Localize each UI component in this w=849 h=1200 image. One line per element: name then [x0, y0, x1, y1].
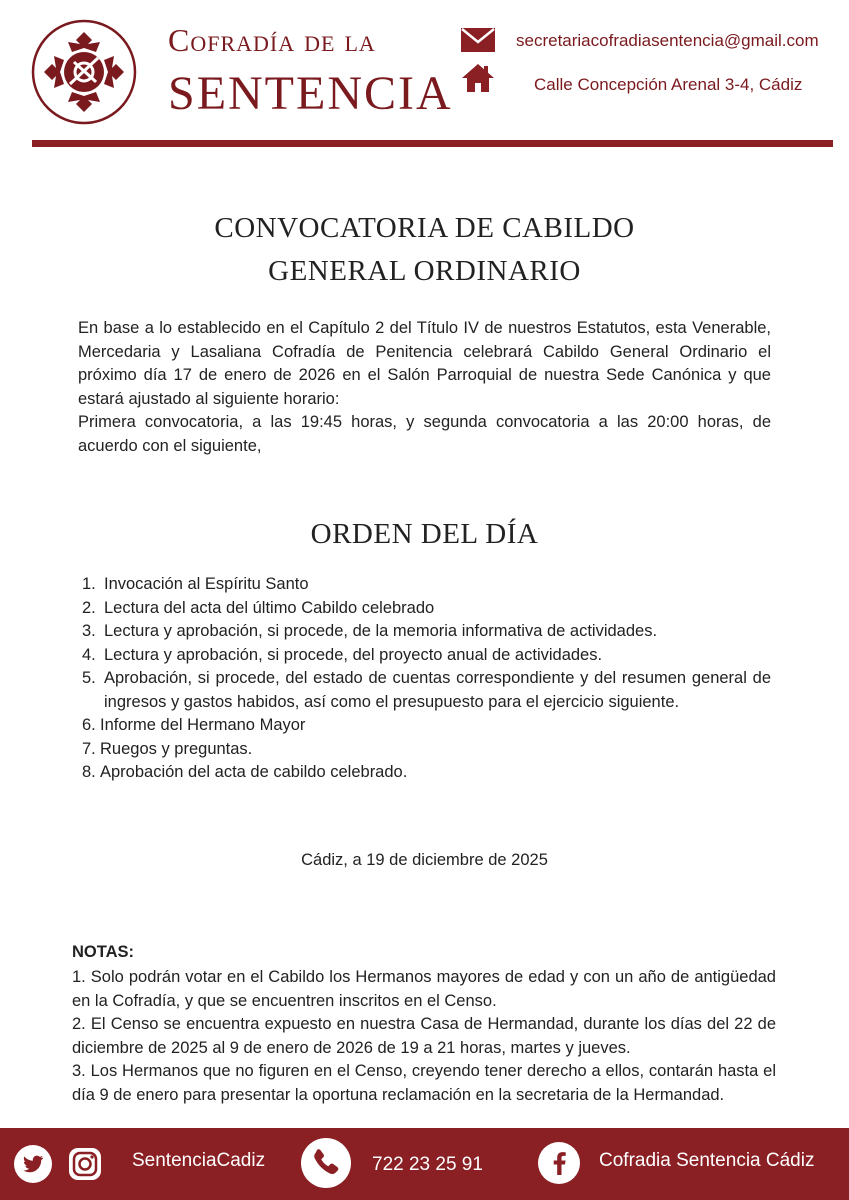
- page-title-line1: CONVOCATORIA DE CABILDO: [214, 212, 635, 244]
- agenda-number: 8.: [82, 763, 96, 781]
- agenda-item: [78, 597, 771, 621]
- brand-main: SENTENCIA: [168, 67, 453, 120]
- note-item: 2. El Censo se encuentra expuesto en nuestra Casa de Hermandad, durante los días del 22 de diciembre de 2025 al 9 de enero de 2026 de 19 a 21 horas, martes y jueves.: [72, 1015, 776, 1057]
- agenda-text: Aprobación del acta de cabildo celebrado.: [100, 763, 408, 781]
- home-icon: [460, 62, 496, 94]
- instagram-icon[interactable]: [66, 1145, 104, 1183]
- notes-title: NOTAS:: [72, 943, 135, 961]
- agenda-number: 3.: [82, 622, 96, 640]
- notes-list: [72, 966, 776, 1107]
- brand-top: Cofradía de la: [168, 22, 376, 58]
- agenda-text: Lectura y aprobación, si procede, del proyecto anual de actividades.: [104, 645, 603, 664]
- intro-paragraph-1: En base a lo establecido en el Capítulo 2 del Título IV de nuestros Estatutos, esta Venerable, Mercedaria y Lasaliana Cofradía de Penitencia celebrará Cabildo General Ordinario el próximo día 17 de enero de 2026 en el Salón Parroquial de nuestra Sede Canónica y que estará ajustado al siguiente horario:: [78, 319, 771, 408]
- mail-icon: [460, 24, 496, 56]
- agenda-item: [78, 573, 771, 597]
- agenda-item: [78, 738, 771, 762]
- phone-icon[interactable]: [300, 1137, 352, 1189]
- agenda-title: ORDEN DEL DÍA: [310, 518, 539, 550]
- agenda-item: [78, 667, 771, 714]
- agenda-item: [78, 761, 771, 785]
- note-item: 1. Solo podrán votar en el Cabildo los Hermanos mayores de edad y con un año de antigüedad en la Cofradía, y que se encuentren inscritos en el Censo.: [72, 968, 776, 1010]
- social-handle[interactable]: SentenciaCadiz: [132, 1150, 266, 1171]
- agenda-number: 1.: [82, 575, 96, 593]
- agenda-text: Lectura y aprobación, si procede, de la memoria informativa de actividades.: [104, 622, 658, 640]
- agenda-item: [78, 644, 771, 668]
- intro-text: [78, 317, 771, 458]
- address-text: Calle Concepción Arenal 3-4, Cádiz: [534, 75, 803, 94]
- facebook-page[interactable]: Cofradia Sentencia Cádiz: [599, 1150, 815, 1171]
- footer-bar: [0, 1128, 849, 1200]
- agenda-text: Aprobación, si procede, del estado de cuentas correspondiente y del resumen general de ingresos y gastos habidos, así como el presupuesto para el ejercicio siguiente.: [104, 669, 771, 711]
- agenda-text: Ruegos y preguntas.: [100, 739, 253, 758]
- agenda-number: 2.: [82, 598, 96, 617]
- note-item: 3. Los Hermanos que no figuren en el Censo, creyendo tener derecho a ellos, contarán hasta el día 9 de enero para presentar la oportuna reclamación en la secretaria de la Hermandad.: [72, 1062, 776, 1104]
- dateline: Cádiz, a 19 de diciembre de 2025: [301, 851, 548, 869]
- page-title-line2: GENERAL ORDINARIO: [268, 255, 581, 287]
- twitter-icon[interactable]: [14, 1145, 52, 1183]
- agenda-list: [78, 573, 771, 785]
- agenda-item: [78, 714, 771, 738]
- agenda-number: 7.: [82, 739, 96, 758]
- agenda-text: Informe del Hermano Mayor: [100, 716, 306, 734]
- intro-paragraph-2: Primera convocatoria, a las 19:45 horas, y segunda convocatoria a las 20:00 horas, de acuerdo con el siguiente,: [78, 413, 771, 455]
- agenda-text: Invocación al Espíritu Santo: [104, 575, 309, 593]
- agenda-number: 5.: [82, 669, 96, 687]
- agenda-text: Lectura del acta del último Cabildo celebrado: [104, 598, 435, 617]
- crest-logo: [30, 18, 138, 126]
- agenda-number: 6.: [82, 716, 96, 734]
- facebook-icon[interactable]: [538, 1142, 580, 1184]
- email-link[interactable]: secretariacofradiasentencia@gmail.com: [516, 31, 819, 50]
- phone-number[interactable]: 722 23 25 91: [372, 1154, 483, 1175]
- agenda-number: 4.: [82, 645, 96, 664]
- agenda-item: [78, 620, 771, 644]
- header-divider: [32, 140, 833, 147]
